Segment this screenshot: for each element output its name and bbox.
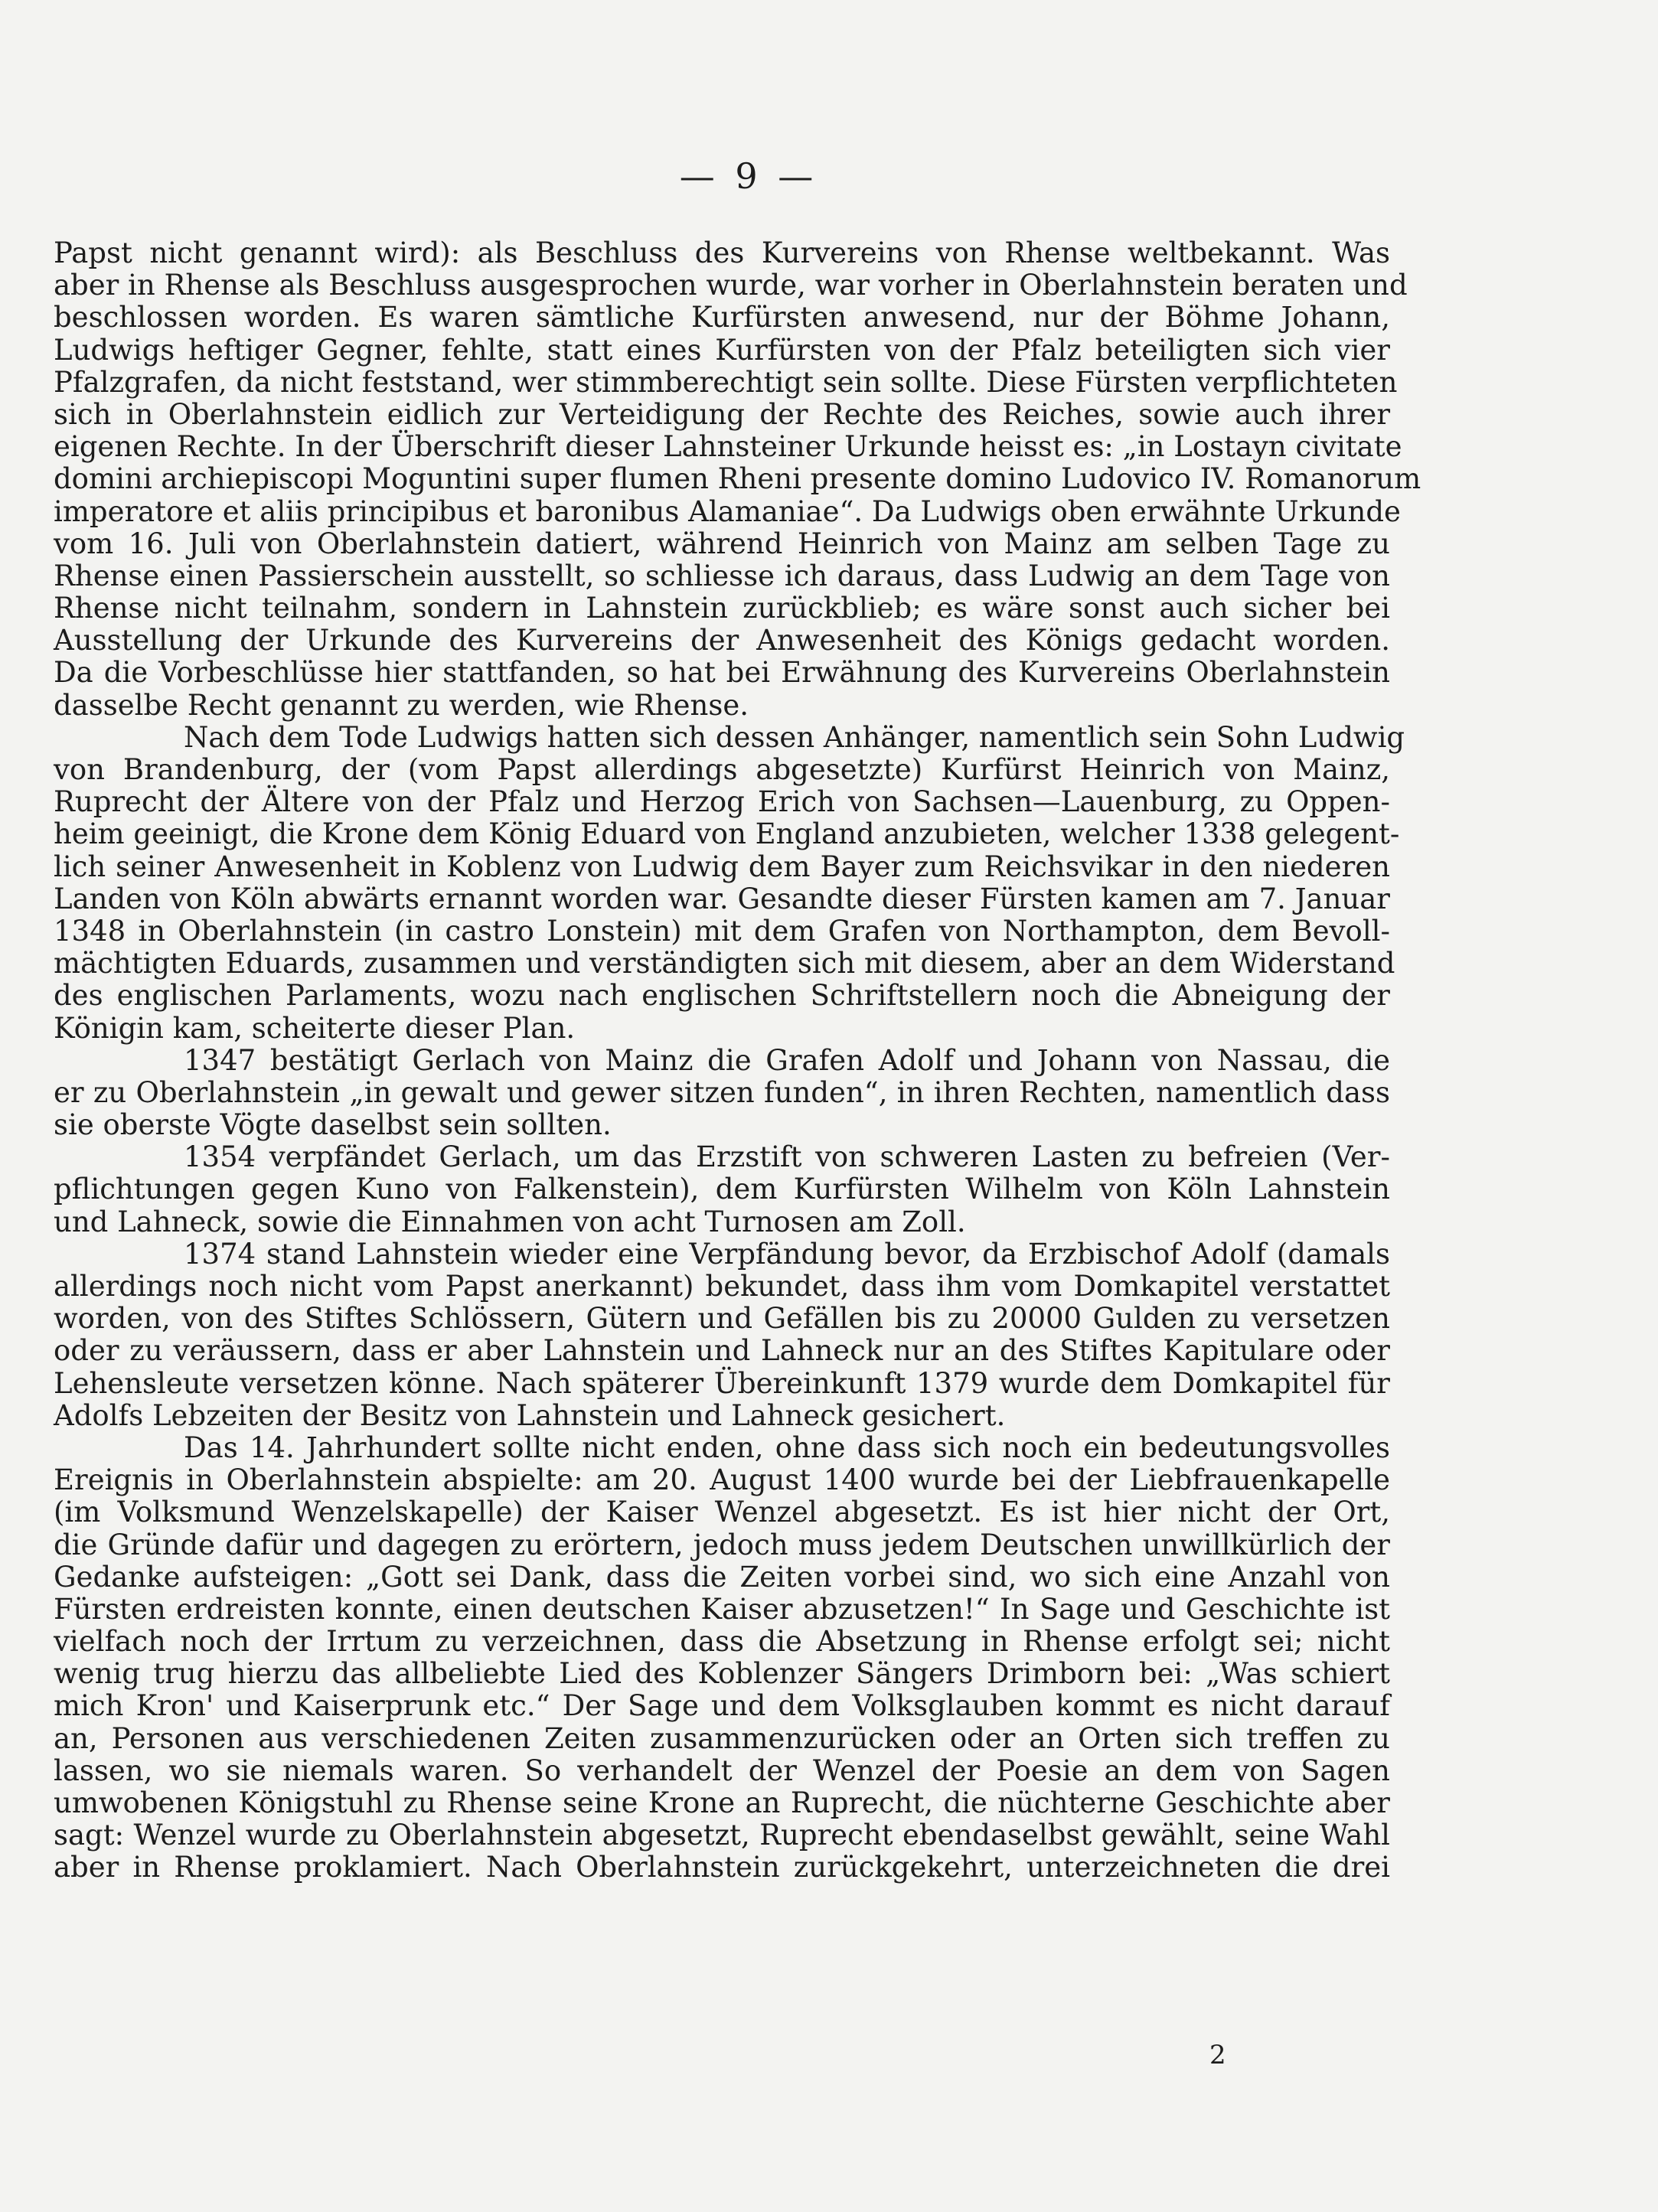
text-line: eigenen Rechte. In der Überschrift dieser Lahnsteiner Urkunde heisst es: „in Lostayn civitate	[54, 430, 1402, 464]
text-line: Ereignis in Oberlahnstein abspielte: am 20. August 1400 wurde bei der Liebfrauenkapelle	[54, 1463, 1390, 1497]
text-line: 1348 in Oberlahnstein (in castro Lonstein) mit dem Grafen von Northampton, dem Bevoll-	[54, 914, 1390, 948]
text-line: dasselbe Recht genannt zu werden, wie Rhense.	[54, 688, 749, 722]
text-line: Das 14. Jahrhundert sollte nicht enden, ohne dass sich noch ein bedeutungsvolles	[184, 1431, 1390, 1464]
text-line: worden, von des Stiftes Schlössern, Gütern und Gefällen bis zu 20000 Gulden zu versetzen	[54, 1302, 1390, 1336]
text-line: Ausstellung der Urkunde des Kurvereins der Anwesenheit des Königs gedacht worden.	[54, 624, 1390, 657]
paragraph-kurverein	[54, 237, 1421, 722]
text-line: oder zu veräussern, dass er aber Lahnstein und Lahneck nur an des Stiftes Kapitulare oder	[54, 1334, 1390, 1368]
text-line: die Gründe dafür und dagegen zu erörtern, jedoch muss jedem Deutschen unwillkürlich der	[54, 1528, 1390, 1561]
text-line: Ludwigs heftiger Gegner, fehlte, statt eines Kurfürsten von der Pfalz beteiligten sich vier	[54, 333, 1390, 367]
text-line: imperatore et aliis principibus et baronibus Alamaniae“. Da Ludwigs oben erwähnte Urkunde	[54, 494, 1401, 528]
text-line: Fürsten erdreisten konnte, einen deutschen Kaiser abzusetzen!“ In Sage und Geschichte ist	[54, 1592, 1390, 1626]
text-line: 1374 stand Lahnstein wieder eine Verpfändung bevor, da Erzbischof Adolf (damals	[184, 1237, 1390, 1271]
text-line: pflichtungen gegen Kuno von Falkenstein), dem Kurfürsten Wilhelm von Köln Lahnstein	[54, 1173, 1390, 1206]
text-line: wenig trug hierzu das allbeliebte Lied des Koblenzer Sängers Drimborn bei: „Was schiert	[54, 1657, 1390, 1691]
text-line: vielfach noch der Irrtum zu verzeichnen, dass die Absetzung in Rhense erfolgt sei; nicht	[54, 1625, 1390, 1659]
text-line: mächtigten Eduards, zusammen und verständigten sich mit diesem, aber an dem Widerstand	[54, 947, 1395, 980]
text-line: er zu Oberlahnstein „in gewalt und gewer sitzen funden“, in ihren Rechten, namentlich dass	[54, 1075, 1390, 1109]
paragraph-1347	[54, 1045, 1390, 1142]
text-line: 1347 bestätigt Gerlach von Mainz die Grafen Adolf und Johann von Nassau, die	[184, 1043, 1390, 1077]
text-line: Landen von Köln abwärts ernannt worden war. Gesandte dieser Fürsten kamen am 7. Januar	[54, 882, 1390, 915]
text-line: Lehensleute versetzen könne. Nach späterer Übereinkunft 1379 wurde dem Domkapitel für	[54, 1366, 1390, 1400]
text-line: und Lahneck, sowie die Einnahmen von acht Turnosen am Zoll.	[54, 1205, 966, 1238]
text-line: Da die Vorbeschlüsse hier stattfanden, so hat bei Erwähnung des Kurvereins Oberlahnstein	[54, 656, 1390, 690]
text-line: beschlossen worden. Es waren sämtliche Kurfürsten anwesend, nur der Böhme Johann,	[54, 301, 1390, 334]
paragraph-eduard	[54, 720, 1405, 1045]
text-line: Pfalzgrafen, da nicht feststand, wer stimmberechtigt sein sollte. Diese Fürsten verpflichteten	[54, 365, 1398, 399]
text-line: Königin kam, scheiterte dieser Plan.	[54, 1011, 576, 1045]
text-line: allerdings noch nicht vom Papst anerkannt) bekundet, dass ihm vom Domkapitel verstattet	[54, 1270, 1390, 1303]
text-line: aber in Rhense als Beschluss ausgesprochen wurde, war vorher in Oberlahnstein beraten und	[54, 269, 1408, 302]
text-line: Rhense nicht teilnahm, sondern in Lahnstein zurückblieb; es wäre sonst auch sicher bei	[54, 592, 1390, 625]
text-line: Ruprecht der Ältere von der Pfalz und Herzog Erich von Sachsen—Lauenburg, zu Oppen-	[54, 785, 1390, 819]
text-line: umwobenen Königstuhl zu Rhense seine Krone an Ruprecht, die nüchterne Geschichte aber	[54, 1786, 1390, 1819]
paragraph-1354	[54, 1141, 1390, 1238]
text-line: vom 16. Juli von Oberlahnstein datiert, während Heinrich von Mainz am selben Tage zu	[54, 527, 1390, 560]
text-line: heim geeinigt, die Krone dem König Eduard von England anzubieten, welcher 1338 gelegent-	[54, 817, 1400, 851]
text-line: sich in Oberlahnstein eidlich zur Verteidigung der Rechte des Reiches, sowie auch ihrer	[54, 397, 1390, 431]
paragraph-wenzel	[54, 1432, 1390, 1884]
text-line: Papst nicht genannt wird): als Beschluss des Kurvereins von Rhense weltbekannt. Was	[54, 237, 1390, 269]
text-line: Adolfs Lebzeiten der Besitz von Lahnstein und Lahneck gesichert.	[54, 1398, 1006, 1432]
text-line: lassen, wo sie niemals waren. So verhandelt der Wenzel der Poesie an dem von Sagen	[54, 1754, 1390, 1787]
text-line: sagt: Wenzel wurde zu Oberlahnstein abgesetzt, Ruprecht ebendaselbst gewählt, seine Wahl	[54, 1819, 1390, 1852]
text-line: (im Volksmund Wenzelskapelle) der Kaiser Wenzel abgesetzt. Es ist hier nicht der Ort,	[54, 1496, 1390, 1529]
page-number: — 9 —	[679, 155, 818, 197]
body-text	[54, 237, 1421, 1884]
text-line: von Brandenburg, der (vom Papst allerdings abgesetzte) Kurfürst Heinrich von Mainz,	[54, 753, 1390, 786]
text-line: Rhense einen Passierschein ausstellt, so schliesse ich daraus, dass Ludwig an dem Tage von	[54, 559, 1390, 592]
text-line: des englischen Parlaments, wozu nach englischen Schriftstellern noch die Abneigung der	[54, 979, 1390, 1013]
text-line: 1354 verpfändet Gerlach, um das Erzstift von schweren Lasten zu befreien (Ver-	[184, 1140, 1390, 1174]
text-line: Gedanke aufsteigen: „Gott sei Dank, dass die Zeiten vorbei sind, wo sich eine Anzahl von	[54, 1560, 1390, 1594]
text-line: lich seiner Anwesenheit in Koblenz von Ludwig dem Bayer zum Reichsvikar in den niederen	[54, 850, 1390, 883]
text-line: sie oberste Vögte daselbst sein sollten.	[54, 1108, 612, 1142]
text-line: aber in Rhense proklamiert. Nach Oberlahnstein zurückgekehrt, unterzeichneten die drei	[54, 1851, 1390, 1884]
text-line: Nach dem Tode Ludwigs hatten sich dessen Anhänger, namentlich sein Sohn Ludwig	[184, 720, 1405, 754]
text-line: domini archiepiscopi Moguntini super flumen Rheni presente domino Ludovico IV. Romanorum	[54, 462, 1421, 496]
paragraph-1374	[54, 1238, 1390, 1432]
text-line: an, Personen aus verschiedenen Zeiten zusammenzurücken oder an Orten sich treffen zu	[54, 1721, 1390, 1755]
text-line: mich Kron' und Kaiserprunk etc.“ Der Sage und dem Volksglauben kommt es nicht darauf	[54, 1689, 1390, 1723]
signature-mark: 2	[1209, 2040, 1226, 2070]
